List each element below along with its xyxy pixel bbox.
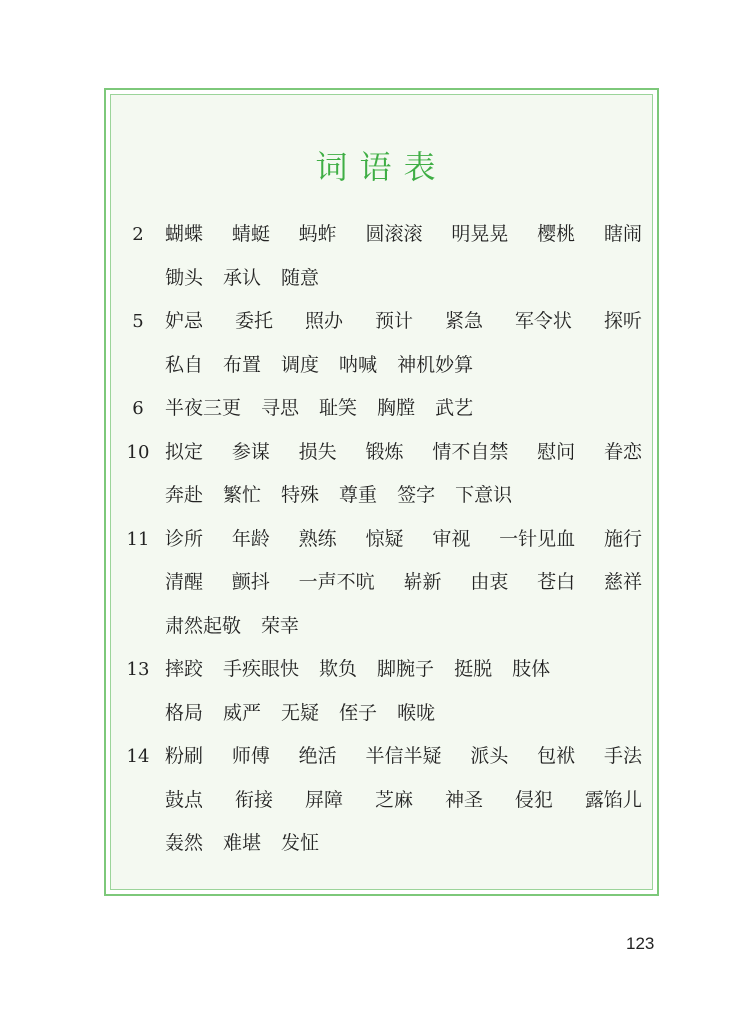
vocab-word: 鼓点 bbox=[165, 788, 204, 811]
vocab-word: 奔赴 bbox=[165, 484, 204, 506]
vocab-word: 繁忙 bbox=[223, 484, 262, 506]
vocab-words bbox=[165, 344, 642, 388]
vocab-row bbox=[121, 779, 642, 823]
vocab-word: 惊疑 bbox=[365, 527, 404, 550]
lesson-number: 2 bbox=[132, 224, 144, 245]
vocab-word: 锄头 bbox=[165, 266, 204, 289]
vocab-word: 摔跤 bbox=[165, 658, 204, 680]
vocab-word: 绝活 bbox=[298, 745, 337, 767]
vocab-row bbox=[121, 344, 642, 388]
vocab-word: 眷恋 bbox=[603, 440, 642, 463]
vocab-words bbox=[165, 474, 642, 518]
vocab-row bbox=[121, 213, 642, 257]
vocab-word: 年龄 bbox=[231, 527, 270, 550]
vocab-words bbox=[165, 561, 642, 605]
vocab-word: 蚂蚱 bbox=[298, 223, 337, 245]
vocab-word: 私自 bbox=[165, 353, 204, 376]
vocab-word: 随意 bbox=[281, 266, 320, 289]
vocab-word: 探听 bbox=[603, 310, 642, 332]
vocab-words bbox=[165, 692, 642, 736]
vocab-row bbox=[121, 692, 642, 736]
vocab-word: 肃然起敬 bbox=[165, 614, 242, 637]
vocabulary-list bbox=[121, 213, 642, 866]
vocab-word: 军令状 bbox=[514, 310, 572, 332]
vocab-word: 布置 bbox=[223, 353, 262, 376]
vocab-word: 由衷 bbox=[470, 571, 509, 593]
lesson-number: 10 bbox=[126, 441, 150, 463]
vocab-word: 露馅儿 bbox=[584, 788, 642, 811]
vocab-word: 一针见血 bbox=[499, 527, 576, 550]
vocab-word: 调度 bbox=[281, 353, 320, 376]
vocab-word: 手疾眼快 bbox=[223, 658, 300, 680]
vocab-word: 情不自禁 bbox=[432, 440, 509, 463]
vocab-word: 屏障 bbox=[304, 788, 343, 811]
vocab-word: 格局 bbox=[165, 701, 204, 724]
vocab-word: 樱桃 bbox=[537, 223, 576, 245]
vocab-words bbox=[165, 779, 642, 823]
vocab-word: 派头 bbox=[470, 745, 509, 767]
vocab-word: 一声不吭 bbox=[298, 571, 375, 593]
vocab-word: 难堪 bbox=[223, 832, 262, 854]
vocab-row bbox=[121, 518, 642, 562]
vocab-word: 肢体 bbox=[512, 658, 551, 680]
vocab-word: 呐喊 bbox=[339, 353, 378, 376]
vocab-word: 锻炼 bbox=[365, 440, 404, 463]
lesson-number: 11 bbox=[126, 528, 150, 550]
page-number: 123 bbox=[626, 934, 655, 953]
vocab-word: 瞎闹 bbox=[603, 223, 642, 245]
lesson-number: 6 bbox=[132, 398, 144, 419]
vocab-word: 耻笑 bbox=[319, 397, 358, 419]
vocab-word: 熟练 bbox=[298, 527, 337, 550]
vocab-word: 神机妙算 bbox=[397, 353, 474, 376]
vocab-word: 半信半疑 bbox=[365, 745, 442, 767]
vocab-words bbox=[165, 648, 642, 692]
vocab-word: 圆滚滚 bbox=[365, 223, 423, 245]
vocab-word: 签字 bbox=[397, 484, 436, 506]
vocab-word: 侵犯 bbox=[514, 788, 553, 811]
vocab-word: 脚腕子 bbox=[377, 658, 435, 680]
vocab-words bbox=[165, 735, 642, 779]
vocab-word: 承认 bbox=[223, 266, 262, 289]
vocab-words bbox=[165, 822, 642, 866]
vocab-word: 诊所 bbox=[165, 527, 204, 550]
vocab-word: 侄子 bbox=[339, 701, 378, 724]
vocab-row bbox=[121, 605, 642, 649]
vocab-word: 蝴蝶 bbox=[165, 223, 204, 245]
vocab-words bbox=[165, 257, 642, 301]
vocab-word: 神圣 bbox=[444, 788, 483, 811]
vocab-word: 慈祥 bbox=[603, 571, 642, 593]
vocab-word: 寻思 bbox=[261, 397, 300, 419]
vocab-word: 胸膛 bbox=[377, 397, 416, 419]
vocab-word: 颤抖 bbox=[231, 571, 270, 593]
vocab-word: 武艺 bbox=[435, 397, 474, 419]
vocab-word: 委托 bbox=[234, 310, 273, 332]
vocab-word: 师傅 bbox=[231, 745, 270, 767]
vocab-word: 芝麻 bbox=[374, 788, 413, 811]
vocab-words bbox=[165, 605, 642, 649]
lesson-number: 5 bbox=[132, 311, 144, 332]
vocab-word: 紧急 bbox=[444, 310, 483, 332]
vocab-word: 发怔 bbox=[281, 832, 320, 854]
vocab-word: 包袱 bbox=[537, 745, 576, 767]
vocab-words bbox=[165, 387, 642, 431]
vocab-word: 手法 bbox=[603, 745, 642, 767]
vocab-row bbox=[121, 735, 642, 779]
vocab-word: 衔接 bbox=[234, 788, 273, 811]
vocab-word: 挺脱 bbox=[454, 658, 493, 680]
lesson-number: 13 bbox=[126, 659, 150, 680]
vocab-word: 崭新 bbox=[403, 571, 442, 593]
vocab-word: 明晃晃 bbox=[451, 223, 509, 245]
vocab-row bbox=[121, 431, 642, 475]
vocab-word: 欺负 bbox=[319, 658, 358, 680]
page-title: 词语表 bbox=[315, 148, 448, 186]
vocab-row bbox=[121, 387, 642, 431]
vocab-words bbox=[165, 213, 642, 257]
vocab-row bbox=[121, 474, 642, 518]
vocabulary-frame bbox=[104, 88, 659, 896]
vocab-row bbox=[121, 822, 642, 866]
vocab-word: 慰问 bbox=[537, 440, 576, 463]
vocab-word: 无疑 bbox=[281, 701, 320, 724]
vocab-row bbox=[121, 648, 642, 692]
vocab-word: 预计 bbox=[374, 310, 413, 332]
vocab-word: 下意识 bbox=[455, 484, 513, 506]
vocab-word: 照办 bbox=[304, 310, 343, 332]
vocab-word: 施行 bbox=[603, 527, 642, 550]
vocab-word: 尊重 bbox=[339, 484, 378, 506]
vocab-word: 威严 bbox=[223, 701, 262, 724]
vocab-row bbox=[121, 257, 642, 301]
vocab-word: 喉咙 bbox=[397, 701, 436, 724]
vocab-word: 荣幸 bbox=[261, 614, 300, 637]
vocab-word: 粉刷 bbox=[165, 745, 204, 767]
vocab-word: 损失 bbox=[298, 440, 337, 463]
vocab-word: 参谋 bbox=[231, 440, 270, 463]
vocab-row bbox=[121, 300, 642, 344]
vocabulary-panel bbox=[110, 94, 653, 890]
vocab-words bbox=[165, 518, 642, 562]
vocab-word: 苍白 bbox=[537, 571, 576, 593]
vocab-words bbox=[165, 431, 642, 475]
vocab-word: 轰然 bbox=[165, 832, 204, 854]
vocab-word: 审视 bbox=[432, 527, 471, 550]
vocab-word: 拟定 bbox=[165, 440, 204, 463]
lesson-number: 14 bbox=[126, 746, 150, 767]
vocab-word: 半夜三更 bbox=[165, 397, 242, 419]
vocab-word: 清醒 bbox=[165, 571, 204, 593]
vocab-word: 妒忌 bbox=[165, 310, 204, 332]
vocab-word: 特殊 bbox=[281, 484, 320, 506]
vocab-row bbox=[121, 561, 642, 605]
vocab-words bbox=[165, 300, 642, 344]
vocab-word: 蜻蜓 bbox=[231, 223, 270, 245]
